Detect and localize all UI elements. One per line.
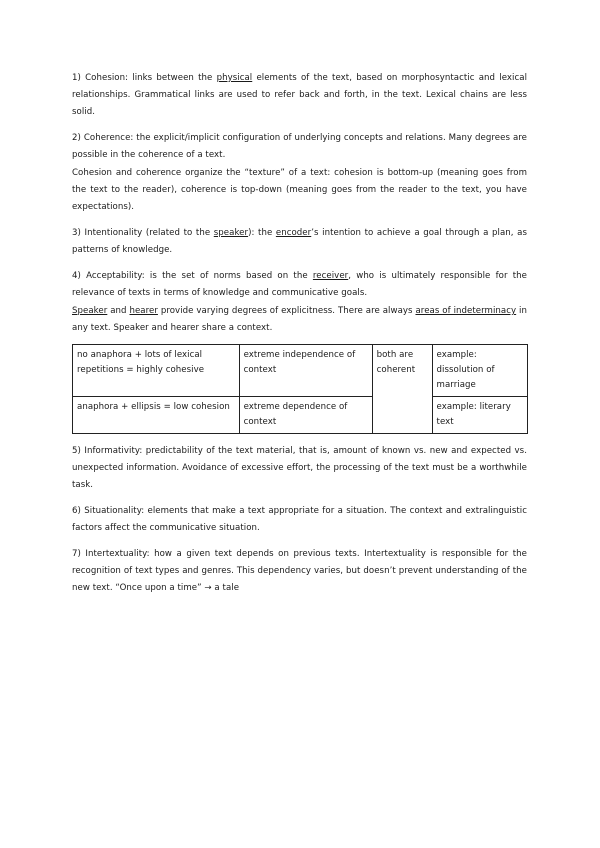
text-run: and (107, 306, 130, 316)
text-run: provide varying degrees of explicitness. There are always (157, 306, 416, 316)
underlined-term-speaker: speaker (213, 228, 249, 238)
table-cell: extreme independence of context (239, 345, 372, 397)
text-run: ): the (248, 228, 276, 238)
text-run: in any text. Speaker and hearer share a context. (72, 306, 527, 333)
table-cell: example: dissolution of marriage (432, 345, 527, 397)
explicitness-table (72, 344, 528, 434)
paragraph-coherence: 2) Coherence: the explicit/implicit configuration of underlying concepts and relations. Many degrees are possible in the coherence of a text. (72, 133, 527, 160)
underlined-term-areas-of-indeterminacy: areas of indeterminacy (415, 306, 517, 316)
paragraph-cohesion (72, 70, 527, 121)
text-run: 4) Acceptability: is the set of norms based on the (72, 271, 313, 281)
table-cell: anaphora + ellipsis = low cohesion (73, 397, 240, 434)
table-row (73, 397, 528, 434)
underlined-term-physical: physical (216, 73, 253, 83)
paragraph-situationality: 6) Situationality: elements that make a text appropriate for a situation. The context and extralinguistic factors affect the communicative situation. (72, 506, 527, 533)
underlined-term-encoder: encoder (275, 228, 312, 238)
paragraph-texture: Cohesion and coherence organize the “texture” of a text: cohesion is bottom-up (meaning goes from the text to the reader), coherence is top-down (meaning goes from the reader to the text, you have expectations). (72, 168, 527, 212)
text-run: 1) Cohesion: links between the (72, 73, 217, 83)
underlined-term-speaker: Speaker (72, 306, 108, 316)
text-run: , who is ultimately responsible for the relevance of texts in terms of knowledge and communicative goals. (72, 271, 528, 298)
text-run: ’s intention to achieve a goal through a plan, as patterns of knowledge. (72, 228, 527, 255)
underlined-term-hearer: hearer (129, 306, 158, 316)
table-row (73, 345, 528, 397)
underlined-term-receiver: receiver (312, 271, 349, 281)
table-cell: example: literary text (432, 397, 527, 434)
paragraph-acceptability (72, 268, 527, 302)
table-cell-merged: both are coherent (372, 345, 432, 434)
paragraph-intertextuality: 7) Intertextuality: how a given text depends on previous texts. Intertextuality is responsible for the recognition of text types and genres. This dependency varies, but doesn’t prevent understanding of the new text. “Once upon a time” → a tale (72, 549, 527, 593)
paragraph-explicitness (72, 303, 527, 337)
table-cell: extreme dependence of context (239, 397, 372, 434)
paragraph-intentionality (72, 225, 527, 259)
text-run: elements of the text, based on morphosyntactic and lexical relationships. Grammatical links are used to refer back and forth, in the text. Lexical chains are less solid. (72, 73, 528, 117)
document-body (72, 70, 527, 606)
paragraph-informativity: 5) Informativity: predictability of the text material, that is, amount of known vs. new and expected vs. unexpected information. Avoidance of excessive effort, the processing of the text must be a worthwhile task. (72, 446, 527, 490)
table-cell: no anaphora + lots of lexical repetitions = highly cohesive (73, 345, 240, 397)
text-run: 3) Intentionality (related to the (72, 228, 214, 238)
